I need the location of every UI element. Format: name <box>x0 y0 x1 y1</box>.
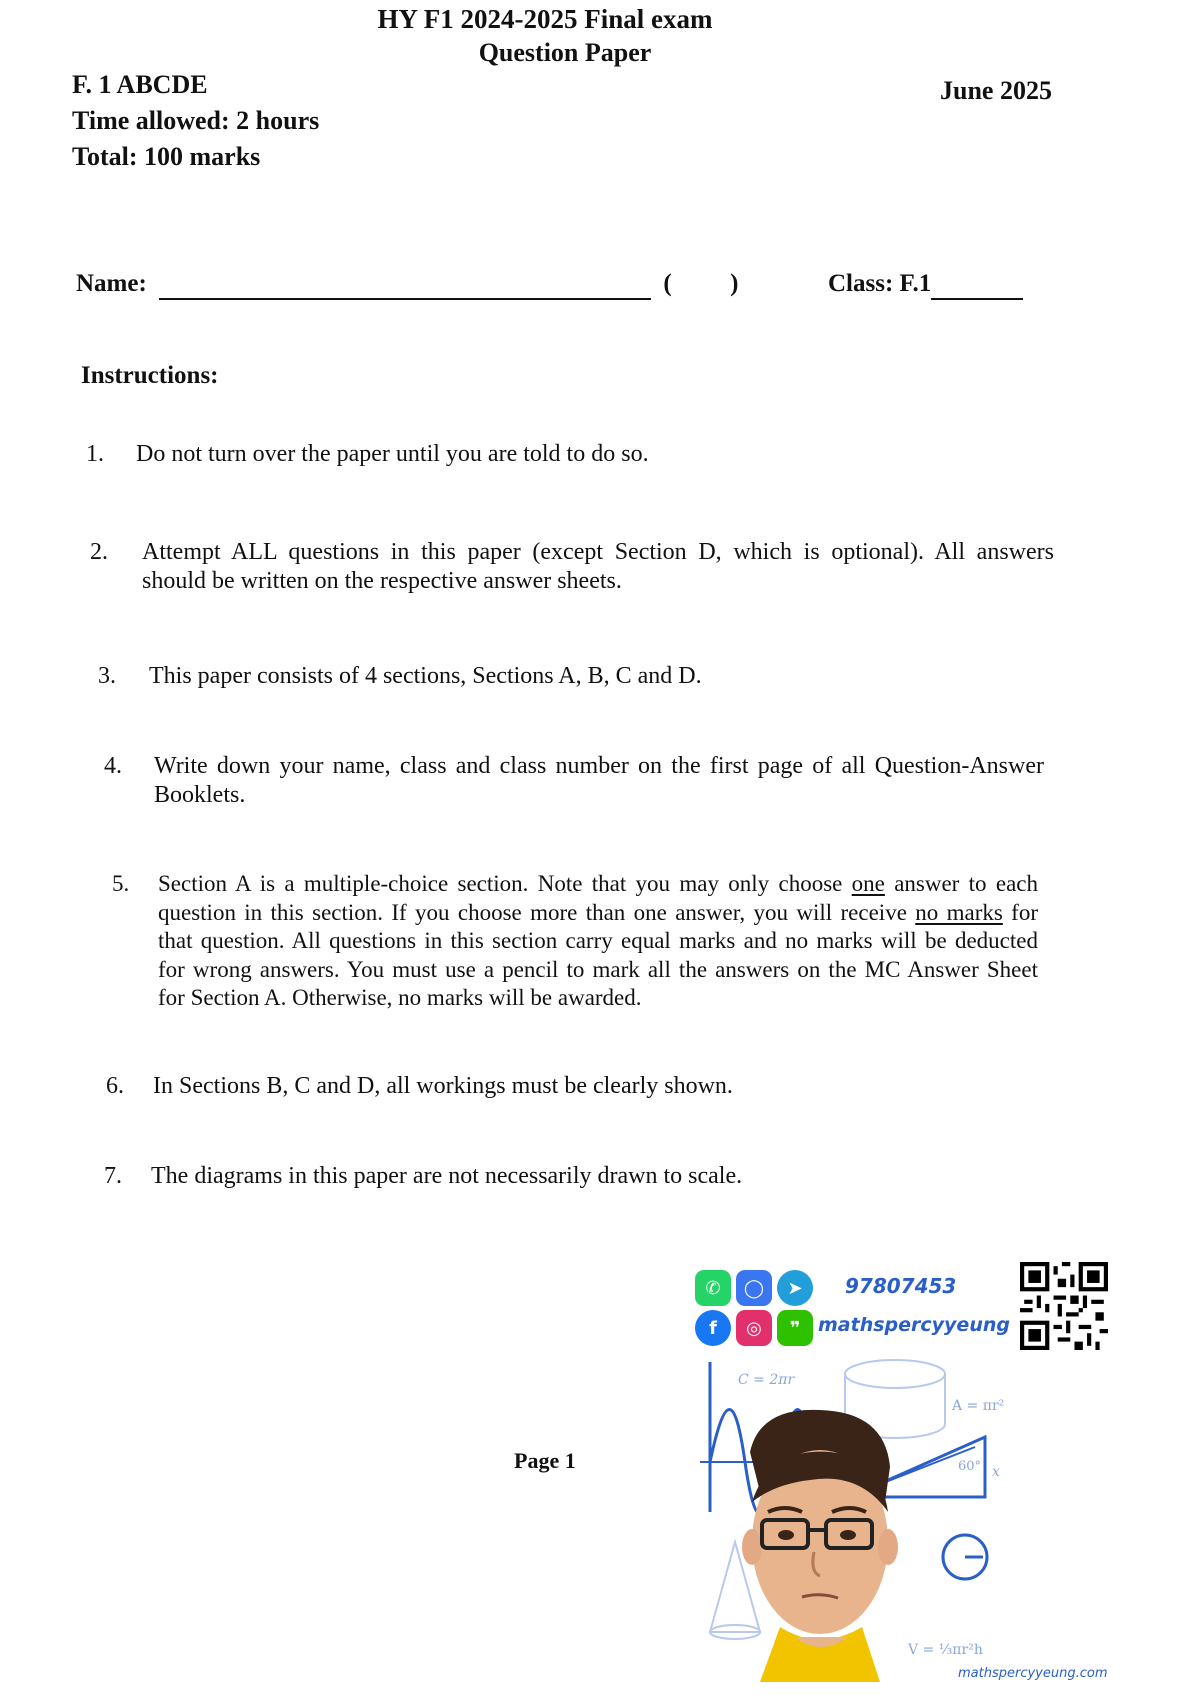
item-text: Do not turn over the paper until you are told to do so. <box>136 441 649 467</box>
qr-code[interactable] <box>1020 1262 1108 1350</box>
branding-panel <box>690 1262 1120 1692</box>
class-row <box>828 270 1023 300</box>
total-marks: Total: 100 marks <box>72 142 261 171</box>
telegram-icon: ➤ <box>777 1270 813 1306</box>
item-text-line: that question. All questions in this section carry equal marks and no marks will be deducted <box>158 928 1038 954</box>
instruction-item <box>104 1162 1104 1194</box>
wechat-icon: ❞ <box>777 1310 813 1346</box>
exam-date: June 2025 <box>940 76 1052 105</box>
item-text-line: Write down your name, class and class number on the first page of all Question-Answer <box>154 753 1044 779</box>
instruction-item <box>98 662 1098 694</box>
class-group: F. 1 ABCDE <box>72 70 208 99</box>
item-number: 7. <box>104 1163 122 1189</box>
class-field[interactable] <box>931 270 1023 300</box>
variable-label: x <box>992 1464 1000 1480</box>
instruction-item <box>86 440 1086 472</box>
signal-icon: ◯ <box>736 1270 772 1306</box>
facebook-icon: f <box>695 1310 731 1346</box>
class-number-close: ) <box>730 270 739 297</box>
whatsapp-icon: ✆ <box>695 1270 731 1306</box>
paper-type: Question Paper <box>478 38 652 67</box>
website-url[interactable]: mathspercyyeung.com <box>958 1666 1108 1681</box>
name-field[interactable] <box>159 270 651 300</box>
instruction-item <box>112 870 1112 1020</box>
time-allowed: Time allowed: 2 hours <box>72 106 320 135</box>
item-text: The diagrams in this paper are not necessarily drawn to scale. <box>151 1163 743 1189</box>
item-text-line: for wrong answers. You must use a pencil to mark all the answers on the MC Answer Sheet <box>158 956 1038 982</box>
class-number-field[interactable] <box>678 270 724 298</box>
item-text-line: Section A is a multiple-choice section. Note that you may only choose one answer to each <box>158 871 1038 896</box>
emphasis-no-marks: no marks <box>915 899 1003 925</box>
item-number: 6. <box>106 1073 124 1099</box>
formula-area: A = πr² <box>952 1398 1005 1414</box>
item-number: 3. <box>98 663 116 689</box>
instructions-heading: Instructions: <box>81 362 219 389</box>
instruction-item <box>104 752 1104 816</box>
angle-label: 60° <box>958 1459 982 1474</box>
item-text-line: Booklets. <box>154 782 246 809</box>
class-label: Class: F.1 <box>828 270 932 297</box>
exam-title: HY F1 2024-2025 Final exam <box>377 4 713 34</box>
item-number: 4. <box>104 753 122 779</box>
item-text: In Sections B, C and D, all workings must be clearly shown. <box>153 1073 733 1099</box>
math-mascot-illustration <box>690 1352 1120 1682</box>
social-handle: mathspercyyeung <box>818 1314 1010 1336</box>
class-number-open: ( <box>663 270 672 297</box>
item-text-line: should be written on the respective answer sheets. <box>142 568 622 595</box>
name-label: Name: <box>76 270 147 297</box>
emphasis-one: one <box>851 871 885 896</box>
instruction-item <box>90 538 1090 602</box>
item-text: This paper consists of 4 sections, Sections A, B, C and D. <box>149 663 702 689</box>
candidate-row <box>76 270 738 300</box>
formula-circumference: C = 2πr <box>738 1372 795 1388</box>
instagram-icon: ◎ <box>736 1310 772 1346</box>
item-number: 2. <box>90 539 108 565</box>
phone-number: 97807453 <box>845 1274 957 1298</box>
formula-volume: V = ⅓πr²h <box>908 1642 983 1658</box>
item-number: 1. <box>86 441 104 467</box>
item-text-line: for Section A. Otherwise, no marks will be awarded. <box>158 985 642 1011</box>
page-number: Page 1 <box>514 1448 576 1473</box>
instruction-item <box>106 1072 1106 1104</box>
item-number: 5. <box>112 871 130 896</box>
item-text-line: question in this section. If you choose more than one answer, you will receive no marks for <box>158 899 1038 925</box>
item-text-line: Attempt ALL questions in this paper (except Section D, which is optional). All answers <box>142 539 1054 565</box>
